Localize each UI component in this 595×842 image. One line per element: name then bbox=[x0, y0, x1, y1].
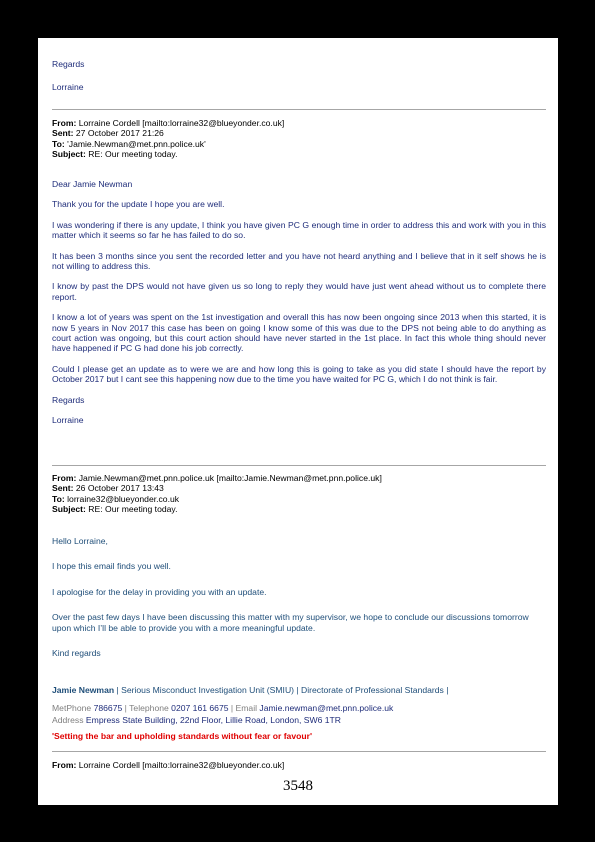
from-label: From: bbox=[52, 118, 77, 128]
email1-paragraph: I know by past the DPS would not have given us so long to reply they would have just went ahead without us to complete there report. bbox=[52, 281, 546, 302]
email2-to: lorraine32@blueyonder.co.uk bbox=[67, 493, 180, 504]
email2-header bbox=[52, 473, 546, 515]
email1-body bbox=[52, 179, 546, 426]
email1-subject: RE: Our meeting today. bbox=[88, 149, 178, 160]
email2-closing: Kind regards bbox=[52, 648, 101, 659]
email2-greeting: Hello Lorraine, bbox=[52, 536, 108, 546]
email1-sent: 27 October 2017 21:26 bbox=[75, 128, 164, 139]
sent-label: Sent: bbox=[52, 483, 74, 494]
email3-from: Lorraine Cordell [mailto:lorraine32@blueyonder.co.uk] bbox=[78, 760, 285, 770]
email1-subject-row bbox=[52, 149, 546, 159]
email2-to-row bbox=[52, 494, 546, 504]
email2-subject-row bbox=[52, 504, 546, 514]
to-label: To: bbox=[52, 138, 65, 149]
signature-contact bbox=[52, 703, 546, 713]
separator-rule bbox=[52, 465, 546, 466]
page-number: 3548 bbox=[283, 778, 313, 794]
email1-greeting: Dear Jamie Newman bbox=[52, 179, 133, 189]
email1-header bbox=[52, 118, 546, 160]
email2-paragraph: I apologise for the delay in providing you with an update. bbox=[52, 586, 267, 597]
phone-number: 786675 bbox=[93, 703, 123, 713]
email1-sent-row bbox=[52, 128, 546, 138]
email2-from-row bbox=[52, 473, 546, 483]
telephone-number: 0207 161 6675 bbox=[171, 703, 229, 713]
document-page bbox=[38, 38, 558, 805]
email3-header bbox=[52, 760, 546, 770]
email1-paragraph: Could I please get an update as to were we are and how long this is going to take as you did state I should have the report by October 2017 but I cant see this happening now due to the time you have waited for PC G, which I do not think is fair. bbox=[52, 363, 546, 385]
separator-rule bbox=[52, 751, 546, 752]
phone-label: Phone bbox=[66, 703, 92, 713]
email3-from-row bbox=[52, 760, 546, 770]
signature-address bbox=[52, 715, 546, 725]
address-label: Address bbox=[52, 715, 84, 725]
email2-sent-row bbox=[52, 483, 546, 493]
email1-from-row bbox=[52, 118, 546, 128]
subject-label: Subject: bbox=[52, 149, 86, 160]
email1-regards: Regards bbox=[52, 394, 85, 405]
telephone-label: | Telephone bbox=[122, 703, 169, 713]
email2-from: Jamie.Newman@met.pnn.police.uk [mailto:Jamie.Newman@met.pnn.police.uk] bbox=[78, 473, 382, 483]
email2-body bbox=[52, 536, 546, 673]
top-regards: Regards bbox=[52, 59, 85, 69]
signature-unit: | Serious Misconduct Investigation Unit (SMIU) | Directorate of Professional Standards | bbox=[114, 685, 449, 695]
sent-label: Sent: bbox=[52, 128, 74, 139]
email2-sent: 26 October 2017 13:43 bbox=[75, 483, 164, 494]
email1-paragraph: It has been 3 months since you sent the recorded letter and you have not heard anything and I believe that in it self shows he is not willing to address this. bbox=[52, 250, 546, 272]
email2-paragraph: Over the past few days I have been discussing this matter with my supervisor, we hope to conclude our discussions tomorrow upon which I’ll be able to provide you with a more meaningful update. bbox=[52, 612, 529, 633]
email1-paragraph: Thank you for the update I hope you are well. bbox=[52, 199, 225, 210]
motto: 'Setting the bar and upholding standards without fear or favour' bbox=[52, 731, 312, 741]
from-label: From: bbox=[52, 760, 77, 770]
address-value: Empress State Building, 22nd Floor, Lillie Road, London, SW6 1TR bbox=[85, 715, 342, 725]
email1-from: Lorraine Cordell [mailto:lorraine32@blueyonder.co.uk] bbox=[78, 118, 285, 128]
email1-paragraph: I know a lot of years was spent on the 1st investigation and overall this has now been ongoing since 2013 when this started, it is now 5 years in Nov 2017 this case has been on going I know some of this was due to the DPS not being able to do anything as court action was ongoing, but this court action should have never started in the 1st place. In fact this whole thing should never have happened if PC G had done his job correctly. bbox=[52, 312, 546, 354]
email-label: | Email bbox=[228, 703, 258, 713]
signature-line bbox=[52, 685, 546, 695]
to-label: To: bbox=[52, 493, 65, 504]
email1-name: Lorraine bbox=[52, 415, 84, 426]
met-label: Met bbox=[52, 703, 67, 713]
email1-to-row bbox=[52, 139, 546, 149]
email2-subject: RE: Our meeting today. bbox=[88, 504, 178, 515]
email2-paragraph: I hope this email finds you well. bbox=[52, 561, 171, 572]
email1-paragraph: I was wondering if there is any update, I think you have given PC G enough time in order to address this and work with you in this matter which it seems so far he has failed to do so. bbox=[52, 219, 546, 241]
email-address: Jamie.newman@met.pnn.police.uk bbox=[259, 703, 394, 713]
subject-label: Subject: bbox=[52, 504, 86, 515]
separator-rule bbox=[52, 109, 546, 110]
from-label: From: bbox=[52, 473, 77, 483]
email1-to: 'Jamie.Newman@met.pnn.police.uk' bbox=[67, 138, 206, 149]
signature-name: Jamie Newman bbox=[52, 685, 115, 695]
top-name: Lorraine bbox=[52, 82, 84, 92]
